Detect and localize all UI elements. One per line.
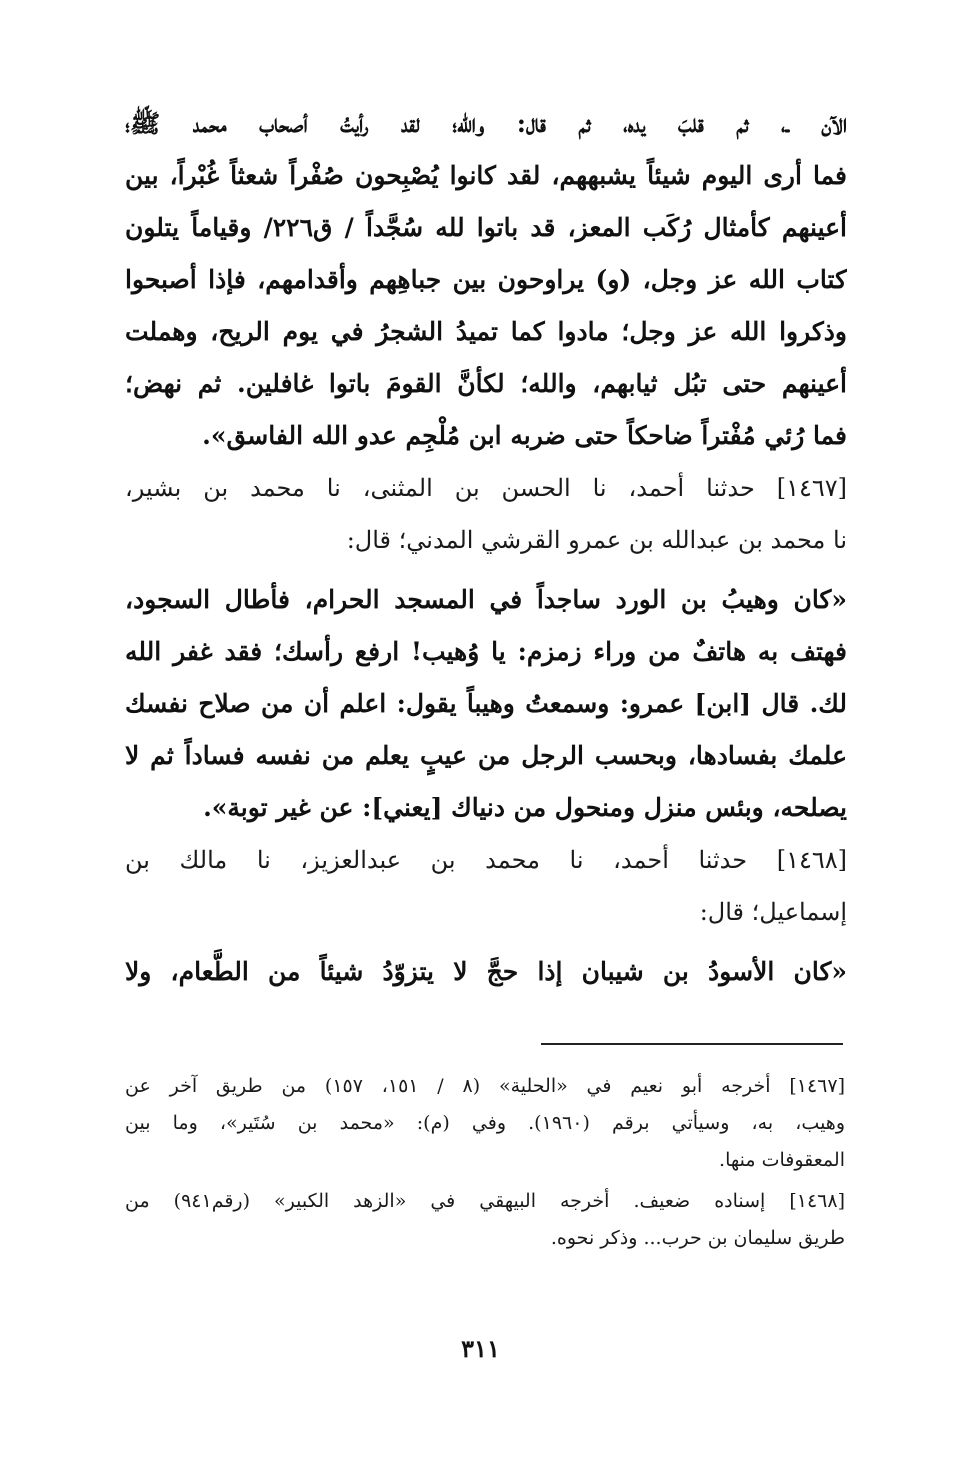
text-line: فما رُئي مُفْتراً ضاحكاً حتى ضربه ابن مُلْجِم عدو الله الفاسق». — [202, 421, 847, 450]
narration-line: [١٤٦٨] حدثنا أحمد، نا محمد بن عبدالعزيز، نا مالك بن — [125, 846, 847, 874]
text-line: يصلحه، وبئس منزل ومنحول من دنياك [يعني]: عن غير توبة». — [203, 793, 847, 822]
page-number: ٣١١ — [461, 1334, 500, 1363]
footnote-line: وهيب، به، وسيأتي برقم (١٩٦٠). وفي (م): «محمد بن سُتَير»، وما بين — [125, 1112, 845, 1134]
footnote-line: [١٤٦٧] أخرجه أبو نعيم في «الحلية» (٨ / ١٥١، ١٥٧) من طريق آخر عن — [125, 1075, 845, 1097]
footnote-line: المعقوفات منها. — [719, 1149, 845, 1171]
text-line: كتاب الله عز وجل، (و) يراوحون بين جباهِهم وأقدامهم، فإذا أصبحوا — [125, 265, 847, 294]
text-line: «كان وهيبُ بن الورد ساجداً في المسجد الحرام، فأطال السجود، — [125, 585, 847, 614]
text-line: فهتف به هاتفٌ من وراء زمزم: يا وُهيب! ارفع رأسك؛ فقد غفر الله — [125, 637, 847, 666]
spacer — [125, 566, 847, 574]
footnote-line: [١٤٦٨] إسناده ضعيف. أخرجه البيهقي في «الزهد الكبير» (رقم٩٤١) من — [125, 1190, 845, 1212]
text-line: فما أرى اليوم شيئاً يشبههم، لقد كانوا يُصْبِحون صُفْراً شعثاً غُبْراً، بين — [125, 161, 847, 190]
text-line: أعينهم كأمثال رُكَب المعز، قد باتوا لله سُجَّداً / ق٢٢٦/ وقياماً يتلون — [125, 213, 847, 242]
narration-line: إسماعيل؛ قال: — [699, 898, 847, 926]
narration-line: نا محمد بن عبدالله بن عمرو القرشي المدني؛ قال: — [346, 526, 847, 554]
text-line: وذكروا الله عز وجل؛ مادوا كما تميدُ الشجرُ في يوم الريح، وهملت — [125, 317, 847, 346]
text-line: أعينهم حتى تبُل ثيابهم، والله؛ لكأنَّ القومَ باتوا غافلين. ثم نهض؛ — [125, 369, 847, 398]
text-line: الآن ـ، ثم قلبَ يده، ثم قال: والله؛ لقد رأيتُ أصحاب محمد ﷺ؛ — [125, 109, 847, 138]
footnote-line: طريق سليمان بن حرب... وذكر نحوه. — [550, 1227, 845, 1249]
footnote-separator — [541, 1043, 843, 1045]
text-line: لك. قال [ابن] عمرو: وسمعتُ وهيباً يقول: اعلم أن من صلاح نفسك — [125, 689, 847, 718]
text-line: علمك بفسادها، وبحسب الرجل من عيبٍ يعلم من نفسه فساداً ثم لا — [125, 741, 847, 770]
narration-line: [١٤٦٧] حدثنا أحمد، نا الحسن بن المثنى، نا محمد بن بشير، — [125, 474, 847, 502]
main-text — [125, 98, 847, 998]
spacer — [125, 938, 847, 946]
text-line: «كان الأسودُ بن شيبان إذا حجَّ لا يتزوّدُ شيئاً من الطَّعام، ولا — [125, 957, 847, 986]
footnotes — [125, 1068, 845, 1257]
